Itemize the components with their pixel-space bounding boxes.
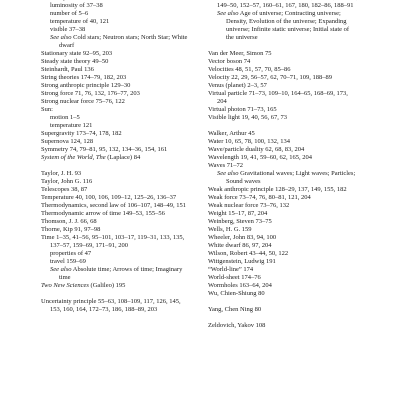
entry-text: “World-line” 174 xyxy=(208,266,254,273)
index-entry xyxy=(208,90,358,106)
entry-text: Weinberg, Steven 73–75 xyxy=(208,218,272,225)
entry-text: Thermodynamics, second law of 106–107, 148–49, 151 xyxy=(41,202,186,209)
index-entry xyxy=(208,226,358,234)
entry-text: Strong force 71, 76, 132, 176–77, 203 xyxy=(41,90,140,97)
entry-text: Weak nuclear force 73–76, 132 xyxy=(208,202,290,209)
index-entry xyxy=(208,114,358,122)
entry-text: See also xyxy=(50,266,72,273)
index-entry xyxy=(208,250,358,258)
index-entry xyxy=(208,66,358,74)
letter-section-gap xyxy=(208,122,358,130)
index-entry xyxy=(208,146,358,154)
entry-text: Venus (planet) 2–3, 57 xyxy=(208,82,267,89)
index-entry xyxy=(41,194,191,202)
index-entry xyxy=(208,242,358,250)
index-subentry xyxy=(41,18,191,26)
entry-text: Wilson, Robert 43–44, 50, 122 xyxy=(208,250,289,257)
entry-text: 149–50, 152–57, 160–61, 167, 180, 182–86, 188–91 xyxy=(217,2,354,9)
index-entry xyxy=(41,130,191,138)
entry-text: Time 1–35, 41–56, 95–101, 103–17, 119–31, 133, 135, 137–57, 159–69, 171–91, 200 xyxy=(41,234,185,249)
entry-text: Wheeler, John 83, 94, 100 xyxy=(208,234,277,241)
index-entry xyxy=(208,186,358,194)
entry-text: temperature of 40, 121 xyxy=(50,18,110,25)
entry-text: Steinhardt, Paul 136 xyxy=(41,66,94,73)
index-entry xyxy=(208,306,358,314)
entry-text: (Laplace) 84 xyxy=(105,154,141,161)
entry-text: Stationary state 92–95, 203 xyxy=(41,50,113,57)
index-subentry xyxy=(41,122,191,130)
letter-section-gap xyxy=(41,162,191,170)
index-entry xyxy=(208,218,358,226)
index-entry xyxy=(41,138,191,146)
entry-text: Thorne, Kip 91, 97–98 xyxy=(41,226,101,233)
index-entry xyxy=(208,74,358,82)
entry-text: motion 1–5 xyxy=(50,114,80,121)
entry-text: Cold stars; Neutron stars; North Star; White dwarf xyxy=(59,34,188,49)
entry-text: Telescopes 38, 87 xyxy=(41,186,88,193)
index-entry xyxy=(208,130,358,138)
index-entry xyxy=(41,210,191,218)
index-entry xyxy=(41,58,191,66)
entry-text: Walker, Arthur 45 xyxy=(208,130,255,137)
index-entry xyxy=(208,82,358,90)
entry-text: Water 10, 65, 78, 100, 132, 134 xyxy=(208,138,290,145)
index-entry xyxy=(41,186,191,194)
entry-text: Zeldovich, Yakov 108 xyxy=(208,322,266,329)
entry-text: Sun: xyxy=(41,106,53,113)
index-subentry xyxy=(41,114,191,122)
index-entry xyxy=(208,282,358,290)
index-entry xyxy=(41,178,191,186)
entry-text: luminosity of 37–38 xyxy=(50,2,103,9)
index-entry xyxy=(208,50,358,58)
index-entry xyxy=(41,298,191,314)
entry-text: Gravitational waves; Light waves; Particles; Sound waves xyxy=(226,170,356,185)
letter-section-gap xyxy=(208,314,358,322)
index-subentry xyxy=(41,250,191,258)
letter-section-gap xyxy=(41,290,191,298)
letter-section-gap xyxy=(208,42,358,50)
entry-text: Wormholes 163–64, 204 xyxy=(208,282,272,289)
entry-text: Vector boson 74 xyxy=(208,58,251,65)
index-entry xyxy=(208,234,358,242)
index-entry xyxy=(41,234,191,250)
entry-text: Thermodynamic arrow of time 149–53, 155–56 xyxy=(41,210,165,217)
entry-text: Supergravity 173–74, 178, 182 xyxy=(41,130,122,137)
entry-text: Wittgenstein, Ludwig 191 xyxy=(208,258,276,265)
entry-text: Age of universe; Contracting universe; Density, Evolution of the universe; Expanding universe; Infinite static universe; Initial state of the universe xyxy=(226,10,350,41)
index-entry xyxy=(41,226,191,234)
index-subentry xyxy=(208,10,358,42)
index-subentry xyxy=(41,266,191,282)
entry-text: Weight 15–17, 87, 204 xyxy=(208,210,268,217)
index-subentry xyxy=(208,170,358,186)
entry-text: White dwarf 86, 97, 204 xyxy=(208,242,272,249)
entry-text: System of the World, The xyxy=(41,154,106,161)
entry-text: (Galileo) 195 xyxy=(88,282,126,289)
index-entry xyxy=(208,202,358,210)
index-subentry xyxy=(41,258,191,266)
entry-text: Virtual particle 71–73, 109–10, 164–65, 168–69, 173, 204 xyxy=(208,90,348,105)
index-entry xyxy=(208,290,358,298)
index-entry xyxy=(41,146,191,154)
index-column-left xyxy=(41,0,191,314)
index-subentry xyxy=(41,34,191,50)
index-entry xyxy=(41,154,191,162)
index-entry xyxy=(41,66,191,74)
entry-text: String theories 174–79, 182, 203 xyxy=(41,74,127,81)
entry-text: Visible light 19, 40, 56, 67, 73 xyxy=(208,114,288,121)
index-entry xyxy=(41,50,191,58)
index-entry xyxy=(208,0,358,10)
index-entry xyxy=(208,106,358,114)
entry-text: Waves 71–72 xyxy=(208,162,244,169)
index-entry xyxy=(208,138,358,146)
entry-text: Symmetry 74, 79–81, 95, 132, 134–36, 154, 161 xyxy=(41,146,168,153)
entry-text: Weak force 73–74, 76, 80–81, 121, 204 xyxy=(208,194,311,201)
entry-text: number of 5–6 xyxy=(50,10,89,17)
entry-text: Taylor, John G. 116 xyxy=(41,178,93,185)
entry-text: Temperature 40, 100, 106, 109–12, 125–26, 136–37 xyxy=(41,194,177,201)
entry-text: World-sheet 174–76 xyxy=(208,274,261,281)
index-entry xyxy=(208,266,358,274)
index-entry xyxy=(208,322,358,330)
index-entry xyxy=(41,218,191,226)
entry-text: temperature 121 xyxy=(50,122,93,129)
index-column-right xyxy=(208,0,358,330)
index-entry xyxy=(208,210,358,218)
entry-text: Wavelength 19, 41, 59–60, 62, 165, 204 xyxy=(208,154,313,161)
letter-section-gap xyxy=(208,298,358,306)
entry-text: Taylor, J. H. 93 xyxy=(41,170,82,177)
index-entry xyxy=(41,170,191,178)
index-entry xyxy=(41,74,191,82)
entry-text: See also xyxy=(50,34,72,41)
index-entry xyxy=(208,58,358,66)
entry-text: Wave/particle duality 62, 68, 83, 204 xyxy=(208,146,305,153)
entry-text: travel 159–69 xyxy=(50,258,86,265)
index-entry xyxy=(208,274,358,282)
entry-text: Supernova 124, 128 xyxy=(41,138,94,145)
entry-text: See also xyxy=(217,10,239,17)
index-entry xyxy=(208,258,358,266)
entry-text: visible 37–38 xyxy=(50,26,86,33)
entry-text xyxy=(50,0,101,1)
entry-text: Uncertainty principle 55–63, 108–109, 117, 126, 145, 153, 160, 164, 172–73, 186, 188–89, 203 xyxy=(41,298,181,313)
entry-text: Velocities 48, 51, 57, 70, 85–86 xyxy=(208,66,291,73)
index-entry xyxy=(41,98,191,106)
entry-text: Virtual photon 71–73, 165 xyxy=(208,106,277,113)
entry-text: Weak anthropic principle 128–29, 137, 149, 155, 182 xyxy=(208,186,347,193)
index-entry xyxy=(41,202,191,210)
entry-text: properties of 47 xyxy=(50,250,92,257)
index-subentry xyxy=(41,2,191,10)
index-entry xyxy=(208,162,358,170)
entry-text: Van der Meer, Simon 75 xyxy=(208,50,272,57)
index-entry xyxy=(41,282,191,290)
entry-text: Two New Sciences xyxy=(41,282,89,289)
index-entry xyxy=(41,90,191,98)
index-entry xyxy=(41,106,191,114)
entry-text: Steady state theory 49–50 xyxy=(41,58,109,65)
entry-text: Thomson, J. J. 66, 68 xyxy=(41,218,97,225)
index-subentry xyxy=(41,10,191,18)
entry-text: Strong nuclear force 75–76, 122 xyxy=(41,98,125,105)
entry-text: Wu, Chien-Shiung 80 xyxy=(208,290,265,297)
entry-text: Yang, Chen Ning 80 xyxy=(208,306,262,313)
index-entry xyxy=(41,82,191,90)
entry-text: Velocity 22, 29, 56–57, 62, 70–71, 109, 188–89 xyxy=(208,74,333,81)
index-entry xyxy=(208,194,358,202)
entry-text: Strong anthropic principle 129–30 xyxy=(41,82,131,89)
entry-text: See also xyxy=(217,170,239,177)
index-subentry xyxy=(41,26,191,34)
entry-text: Wells, H. G. 159 xyxy=(208,226,252,233)
index-entry xyxy=(208,154,358,162)
entry-text: Absolute time; Arrows of time; Imaginary time xyxy=(59,266,183,281)
